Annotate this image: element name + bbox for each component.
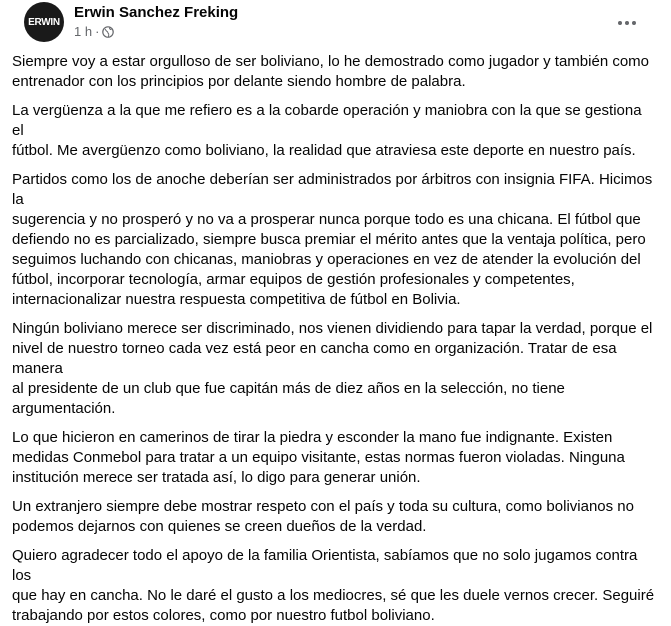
post-timestamp[interactable]: 1 h — [74, 24, 93, 39]
author-avatar[interactable] — [24, 2, 64, 42]
post-paragraph-5: Lo que hicieron en camerinos de tirar la piedra y esconder la mano fue indignante. Existen medidas Conmebol para tratar a un equipo visitante, estas normas fueron violadas. Ninguna institución merece ser tratada así, lo digo para generar unión. — [12, 429, 625, 486]
post-paragraph-2: La vergüenza a la que me refiero es a la cobarde operación y maniobra con la que se gestiona el fútbol. Me avergüenzo como boliviano, la realidad que atraviesa este deporte en nuestro país. — [12, 102, 642, 159]
post-meta — [74, 24, 114, 39]
avatar-logo-text: ERWIN — [28, 16, 60, 28]
meta-separator: · — [95, 24, 100, 39]
more-options-button[interactable] — [613, 12, 641, 32]
post-paragraph-6: Un extranjero siempre debe mostrar respeto con el país y toda su cultura, como bolivianos no podemos dejarnos con quienes se creen dueños de la verdad. — [12, 498, 634, 535]
post-body — [12, 52, 657, 626]
author-name[interactable]: Erwin Sanchez Freking — [74, 4, 239, 21]
post-header — [12, 0, 657, 44]
post-paragraph-3: Partidos como los de anoche deberían ser administrados por árbitros con insignia FIFA. Hicimos la sugerencia y no prosperó y no va a prosperar nunca porque todo es una chicana. El fútbol que defiendo no es parcializado, siempre busca premiar el mérito antes que la ventaja política, pero seguimos luchando con chicanas, maniobras y operaciones en vez de atender la evolución del fútbol, incorporar tecnología, armar equipos de gestión profesionales y competentes, internacionalizar nuestra respuesta competitiva de fútbol en Bolivia. — [12, 171, 653, 308]
more-horizontal-icon — [617, 13, 637, 31]
post-paragraph-4: Ningún boliviano merece ser discriminado, nos vienen dividiendo para tapar la verdad, porque el nivel de nuestro torneo cada vez está peor en cancha como en organización. Tratar de esa manera al presidente de un club que fue capitán más de diez años en la selección, no tiene argumentación. — [12, 320, 653, 417]
post-paragraph-7: Quiero agradecer todo el apoyo de la familia Orientista, sabíamos que no solo jugamos contra los que hay en cancha. No le daré el gusto a los mediocres, sé que les duele vernos crecer. Seguiré trabajando por estos colores, como por nuestro futbol boliviano. — [12, 547, 655, 624]
globe-icon[interactable] — [102, 26, 114, 38]
post-paragraph-1: Siempre voy a estar orgulloso de ser boliviano, lo he demostrado como jugador y también como entrenador con los principios por delante siendo hombre de palabra. — [12, 53, 650, 90]
